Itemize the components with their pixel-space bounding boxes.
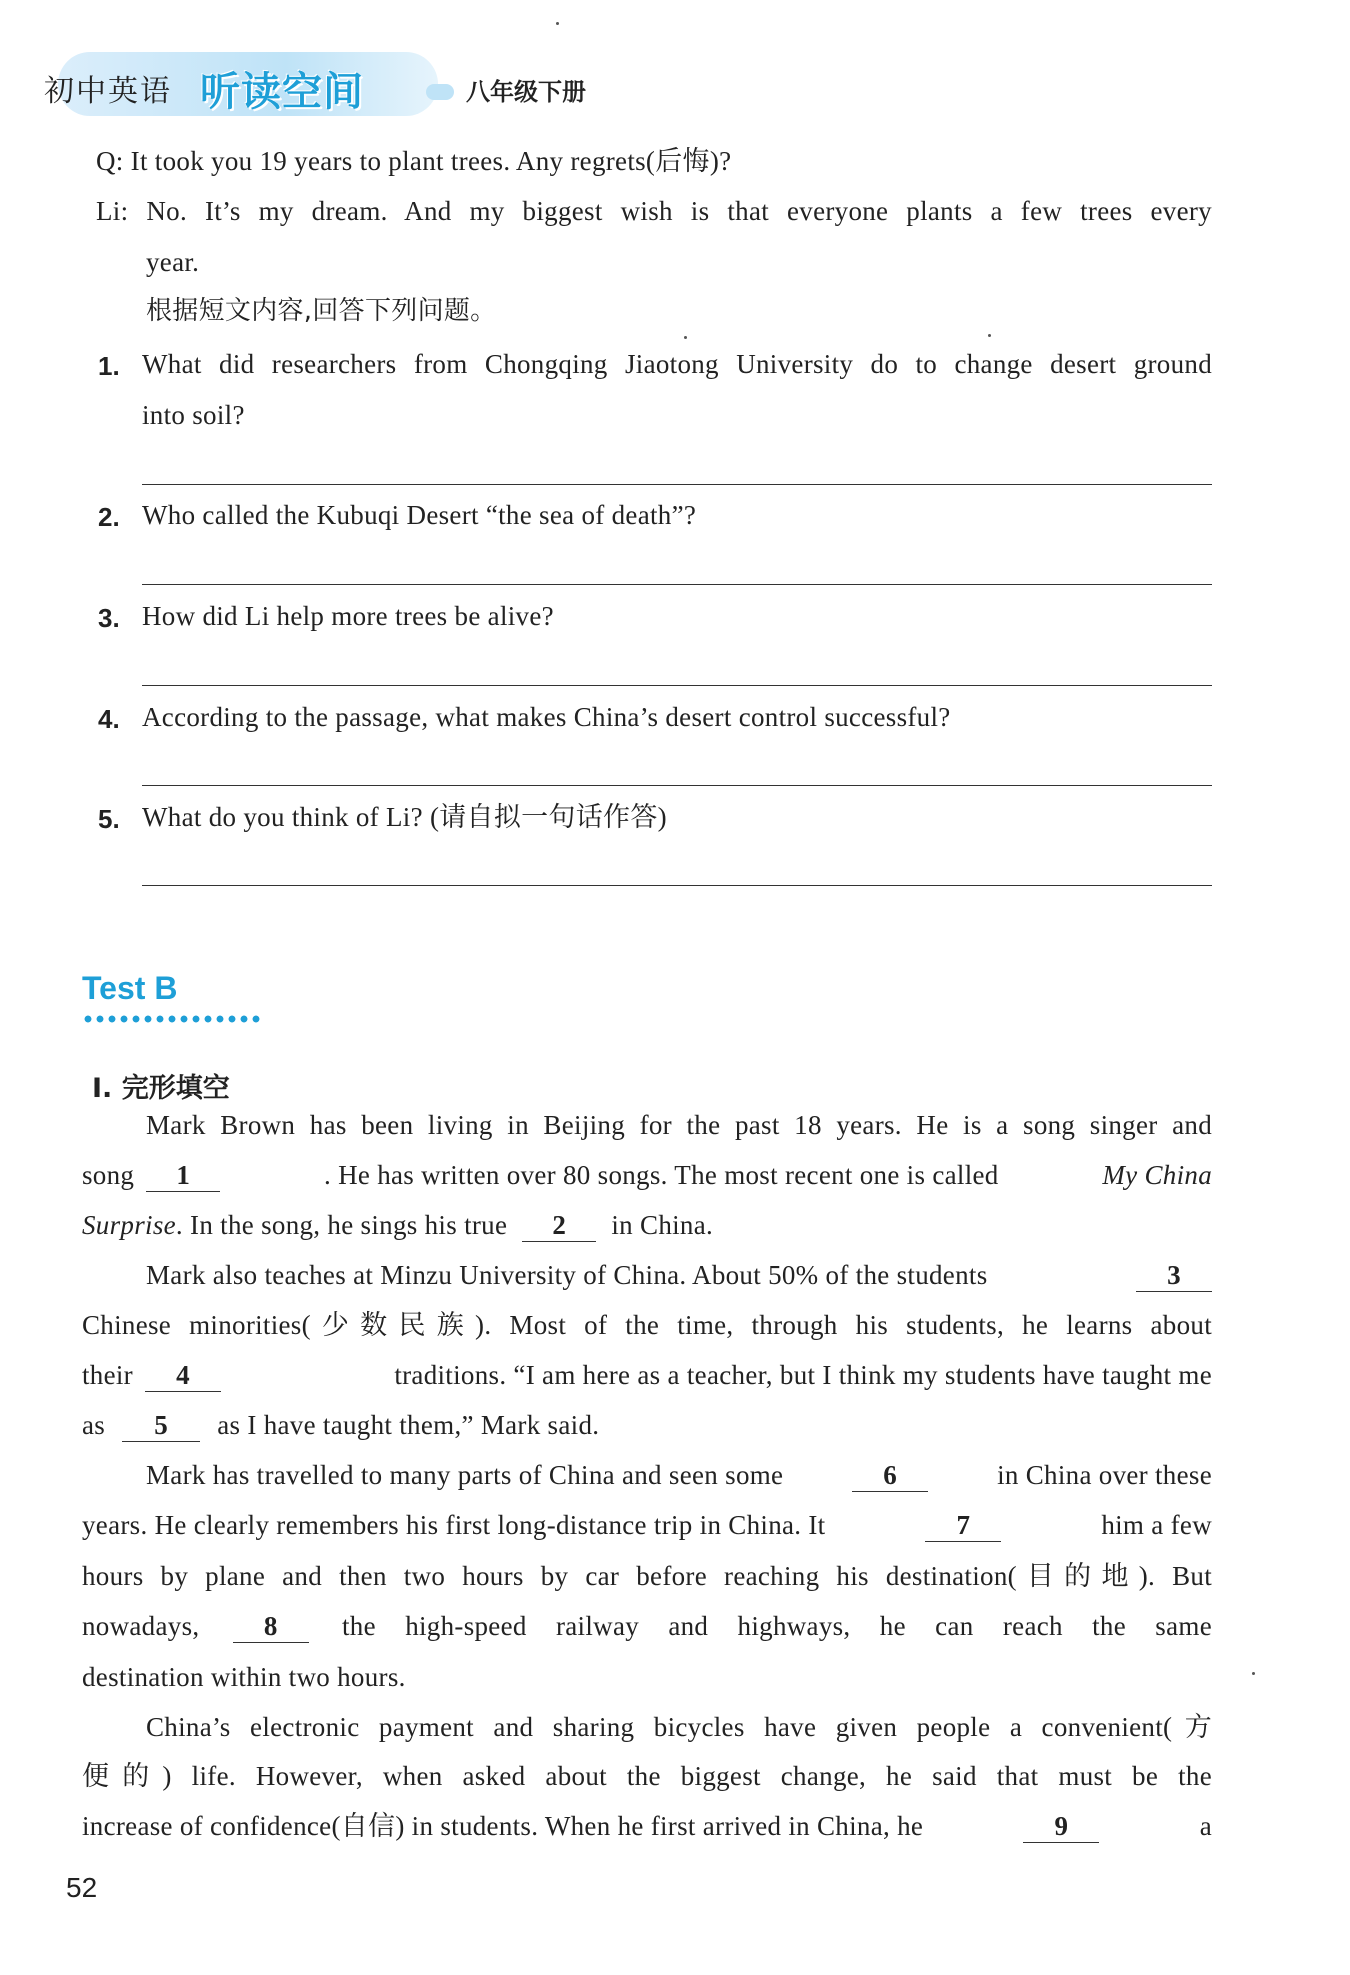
passage-line: China’s electronic payment and sharing bicycles have given people a convenient(方 [146,1712,1212,1742]
passage-line [82,1412,599,1442]
answer-line-3[interactable] [142,685,1212,686]
instruction-text: 根据短文内容,回答下列问题。 [146,296,497,326]
passage-line: Mark Brown has been living in Beijing for the past 18 years. He is a song singer and [146,1110,1212,1140]
passage-text: Mark also teaches at Minzu University of China. About 50% of the students [146,1260,988,1290]
answer-line-1[interactable] [142,484,1212,485]
scan-speck [1252,1672,1255,1675]
question-1-text-line-1: What did researchers from Chongqing Jiaotong University do to change desert ground [142,349,1212,379]
question-4-text: According to the passage, what makes China’s desert control successful? [142,702,951,732]
passage-line: 便的) life. However, when asked about the biggest change, he said that must be the [82,1761,1212,1791]
question-number: 3. [98,603,120,633]
scan-speck [684,336,687,339]
dialogue-q-line: Q: It took you 19 years to plant trees. Any regrets(后悔)? [96,146,732,176]
cloze-blank-9[interactable]: 9 [1023,1813,1099,1843]
passage-line [82,1613,1212,1643]
passage-text: in China. [611,1210,714,1240]
passage-line [82,1362,1212,1392]
page-number: 52 [66,1872,98,1903]
question-number: 2. [98,502,120,532]
passage-text: increase of confidence(自信) in students. When he first arrived in China, he [82,1811,924,1841]
song-title-italic: My China [1102,1160,1212,1190]
passage-text: nowadays, [82,1611,200,1641]
cloze-blank-2[interactable]: 2 [522,1212,596,1242]
passage-text: him a few [1101,1510,1212,1540]
passage-text: a [1199,1811,1212,1841]
passage-text: Mark has travelled to many parts of China and seen some [146,1460,784,1490]
passage-text: as I have taught them,” Mark said. [217,1410,600,1440]
section-heading: Ⅰ. 完形填空 [92,1073,230,1104]
scan-speck [988,334,991,337]
answer-line-2[interactable] [142,584,1212,585]
passage-text: years. He clearly remembers his first long-distance trip in China. It [82,1510,826,1540]
passage-line [82,1813,1212,1843]
header-series: 初中英语 [44,74,172,109]
passage-text: traditions. “I am here as a teacher, but I think my students have taught me [394,1360,1212,1390]
answer-line-5[interactable] [142,885,1212,886]
header-dot-decoration [426,84,454,100]
passage-text: . He has written over 80 songs. The most recent one is called [323,1160,999,1190]
passage-line: Chinese minorities(少数民族). Most of the time, through his students, he learns about [82,1310,1212,1340]
cloze-blank-5[interactable]: 5 [122,1412,200,1442]
dialogue-li-line-2: year. [146,247,200,277]
question-number: 1. [98,351,120,381]
passage-line: hours by plane and then two hours by car before reaching his destination(目的地). But [82,1561,1212,1591]
question-2-text: Who called the Kubuqi Desert “the sea of death”? [142,500,697,530]
scan-speck [556,22,559,25]
cloze-blank-8[interactable]: 8 [233,1613,309,1643]
passage-line [146,1462,1212,1492]
passage-line [82,1512,1212,1542]
passage-line [82,1162,1212,1192]
passage-text: . In the song, he sings his true [175,1210,508,1240]
cloze-blank-1[interactable]: 1 [146,1162,220,1192]
question-number: 4. [98,704,120,734]
header-brand-logo: 听读空间 [200,69,364,115]
passage-line [146,1262,1212,1292]
passage-text: as [82,1410,106,1440]
passage-text: in China over these [997,1460,1212,1490]
header-grade: 八年级下册 [466,78,586,106]
question-3-text: How did Li help more trees be alive? [142,601,554,631]
question-number: 5. [98,804,120,834]
passage-text: their [82,1360,133,1390]
test-b-dotted-underline [82,1015,264,1023]
question-5-text: What do you think of Li? (请自拟一句话作答) [142,802,667,832]
answer-line-4[interactable] [142,785,1212,786]
question-1-text-line-2: into soil? [142,400,245,430]
song-title-italic: Surprise [82,1210,176,1240]
cloze-blank-7[interactable]: 7 [925,1512,1001,1542]
passage-text: the high-speed railway and highways, he can reach the same [342,1611,1212,1641]
passage-text: song [82,1160,135,1190]
passage-line: destination within two hours. [82,1662,406,1692]
cloze-blank-3[interactable]: 3 [1136,1262,1212,1292]
passage-line [82,1212,713,1242]
cloze-blank-6[interactable]: 6 [852,1462,928,1492]
cloze-blank-4[interactable]: 4 [145,1362,221,1392]
dialogue-li-line-1: Li: No. It’s my dream. And my biggest wish is that everyone plants a few trees every [96,196,1212,226]
page-header [38,48,658,118]
test-b-title: Test B [82,970,178,1006]
